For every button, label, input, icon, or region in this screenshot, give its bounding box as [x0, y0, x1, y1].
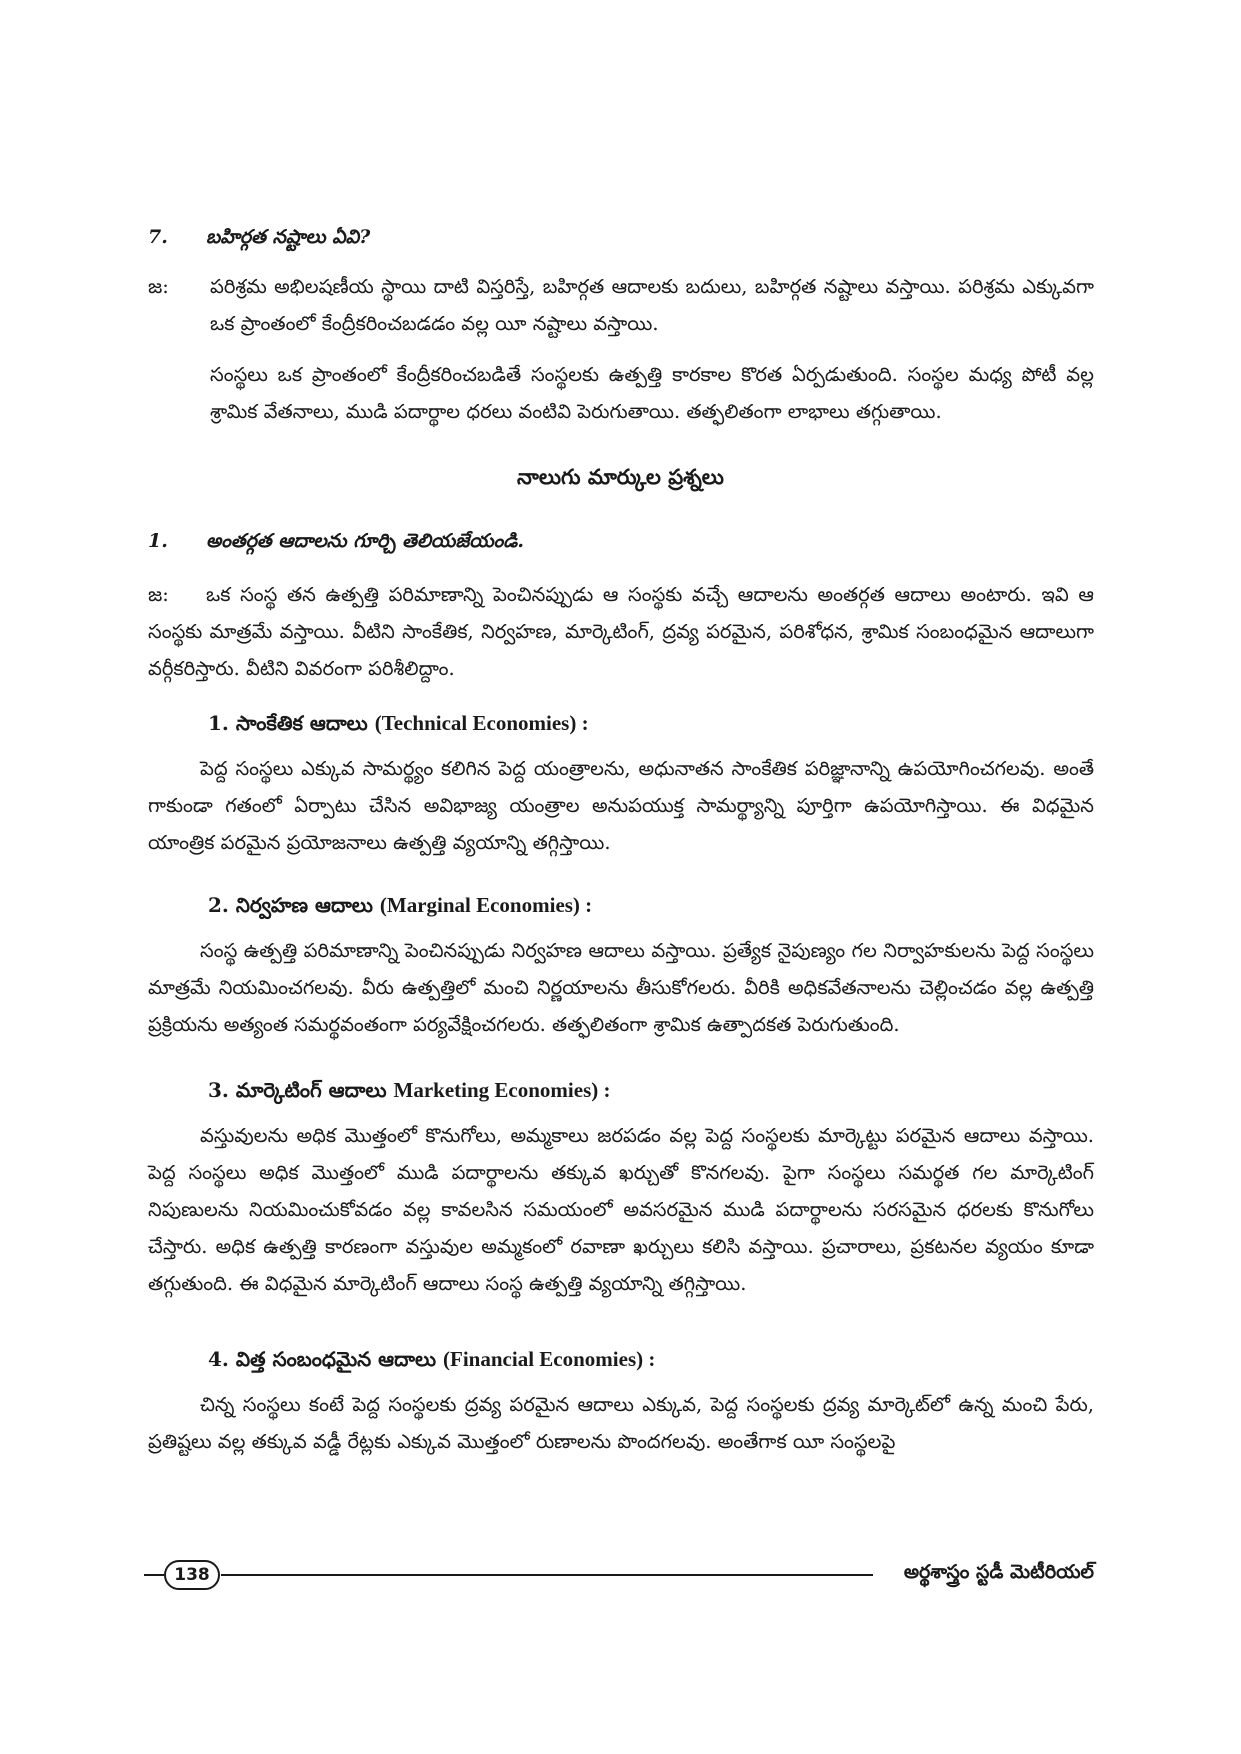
- answer-paragraph: [148, 576, 1094, 687]
- heading-telugu: 2. నిర్వహణ ఆదాలు: [208, 893, 373, 917]
- question-number: 1.: [148, 530, 168, 552]
- answer-label: జ:: [148, 583, 169, 606]
- footer-rule: [221, 1574, 873, 1576]
- heading-english: (Financial Economies) :: [443, 1347, 656, 1371]
- subsection-heading: [208, 1078, 610, 1107]
- heading-english: (Marginal Economies) :: [379, 893, 593, 917]
- heading-english: Marketing Economies) :: [393, 1078, 611, 1102]
- section-title: నాలుగు మార్కుల ప్రశ్నలు: [517, 465, 724, 489]
- book-title: అర్థశాస్త్రం స్టడీ మెటీరియల్: [903, 1561, 1094, 1583]
- answer-intro: ఒక సంస్థ తన ఉత్పత్తి పరిమాణాన్ని పెంచినప్పుడు ఆ సంస్థకు వచ్చే ఆదాలను అంతర్గత ఆదాలు అంటారు. ఇవి ఆ సంస్థకు మాత్రమే వస్తాయి. వీటిని సాంకేతిక, నిర్వహణ, మార్కెటింగ్, ద్రవ్య పరమైన, పరిశోధన, శ్రామిక సంబంధమైన ఆదాలుగా వర్గీకరిస్తారు. వీటిని వివరంగా పరిశీలిద్దాం.: [148, 583, 1094, 680]
- subsection-body: పెద్ద సంస్థలు ఎక్కువ సామర్థ్యం కలిగిన పెద్ద యంత్రాలను, అధునాతన సాంకేతిక పరిజ్ఞానాన్ని ఉపయోగించగలవు. అంతే గాకుండా గతంలో ఏర్పాటు చేసిన అవిభాజ్య యంత్రాల అనుపయుక్త సామర్థ్యాన్ని పూర్తిగా ఉపయోగిస్తాయి. ఈ విధమైన యాంత్రిక పరమైన ప్రయోజనాలు ఉత్పత్తి వ్యయాన్ని తగ్గిస్తాయి.: [148, 757, 1094, 854]
- subsection-heading: [208, 1347, 655, 1376]
- subsection-heading: [208, 711, 589, 740]
- subsection-body: సంస్థ ఉత్పత్తి పరిమాణాన్ని పెంచినప్పుడు నిర్వహణ ఆదాలు వస్తాయి. ప్రత్యేక నైపుణ్యం గల నిర్వాహకులను పెద్ద సంస్థలు మాత్రమే నియమించగలవు. వీరు ఉత్పత్తిలో మంచి నిర్ణయాలను తీసుకోగలరు. వీరికి అధికవేతనాలను చెల్లించడం వల్ల ఉత్పత్తి ప్రక్రియను అత్యంత సమర్థవంతంగా పర్యవేక్షించగలరు. తత్ఫలితంగా శ్రామిక ఉత్పాదకత పెరుగుతుంది.: [148, 939, 1094, 1036]
- answer-paragraph: సంస్థలు ఒక ప్రాంతంలో కేంద్రీకరించబడితే సంస్థలకు ఉత్పత్తి కారకాల కొరత ఏర్పడుతుంది. సంస్థల మధ్య పోటీ వల్ల శ్రామిక వేతనాలు, ముడి పదార్థాల ధరలు వంటివి పెరుగుతాయి. తత్ఫలితంగా లాభాలు తగ్గుతాయి.: [210, 363, 1094, 423]
- answer-label: జ:: [148, 275, 169, 298]
- page-number: 138: [164, 1560, 220, 1590]
- footer-rule: [144, 1574, 164, 1576]
- subsection-body: వస్తువులను అధిక మొత్తంలో కొనుగోలు, అమ్మకాలు జరపడం వల్ల పెద్ద సంస్థలకు మార్కెట్టు పరమైన ఆదాలు వస్తాయి. పెద్ద సంస్థలు అధిక మొత్తంలో ముడి పదార్థాలను తక్కువ ఖర్చుతో కొనగలవు. పైగా సంస్థలు సమర్థత గల మార్కెటింగ్ నిపుణులను నియమించుకోవడం వల్ల కావలసిన సమయంలో అవసరమైన ముడి పదార్థాలను సరసమైన ధరలకు కొనుగోలు చేస్తారు. అధిక ఉత్పత్తి కారణంగా వస్తువుల అమ్మకంలో రవాణా ఖర్చులు కలిసి వస్తాయి. ప్రచారాలు, ప్రకటనల వ్యయం కూడా తగ్గుతుంది. ఈ విధమైన మార్కెటింగ్ ఆదాలు సంస్థ ఉత్పత్తి వ్యయాన్ని తగ్గిస్తాయి.: [148, 1124, 1094, 1295]
- heading-english: (Technical Economies) :: [374, 711, 589, 735]
- answer-paragraph: పరిశ్రమ అభిలషణీయ స్థాయి దాటి విస్తరిస్తే, బహిర్గత ఆదాలకు బదులు, బహిర్గత నష్టాలు వస్తాయి. పరిశ్రమ ఎక్కువగా ఒక ప్రాంతంలో కేంద్రీకరించబడడం వల్ల యీ నష్టాలు వస్తాయి.: [210, 275, 1094, 335]
- question-number: 7.: [148, 226, 168, 248]
- question-text: అంతర్గత ఆదాలను గూర్చి తెలియజేయండి.: [206, 530, 524, 552]
- question-text: బహిర్గత నష్టాలు ఏవి?: [206, 226, 371, 248]
- heading-telugu: 4. విత్త సంబంధమైన ఆదాలు: [208, 1347, 437, 1371]
- heading-telugu: 1. సాంకేతిక ఆదాలు: [208, 711, 368, 735]
- subsection-body: చిన్న సంస్థలు కంటే పెద్ద సంస్థలకు ద్రవ్య పరమైన ఆదాలు ఎక్కువ, పెద్ద సంస్థలకు ద్రవ్య మార్కెట్‌లో ఉన్న మంచి పేరు, ప్రతిష్టలు వల్ల తక్కువ వడ్డీ రేట్లకు ఎక్కువ మొత్తంలో రుణాలను పొందగలవు. అంతేగాక యీ సంస్థలపై: [148, 1393, 1094, 1453]
- heading-telugu: 3. మార్కెటింగ్ ఆదాలు: [208, 1078, 387, 1102]
- subsection-heading: [208, 893, 592, 922]
